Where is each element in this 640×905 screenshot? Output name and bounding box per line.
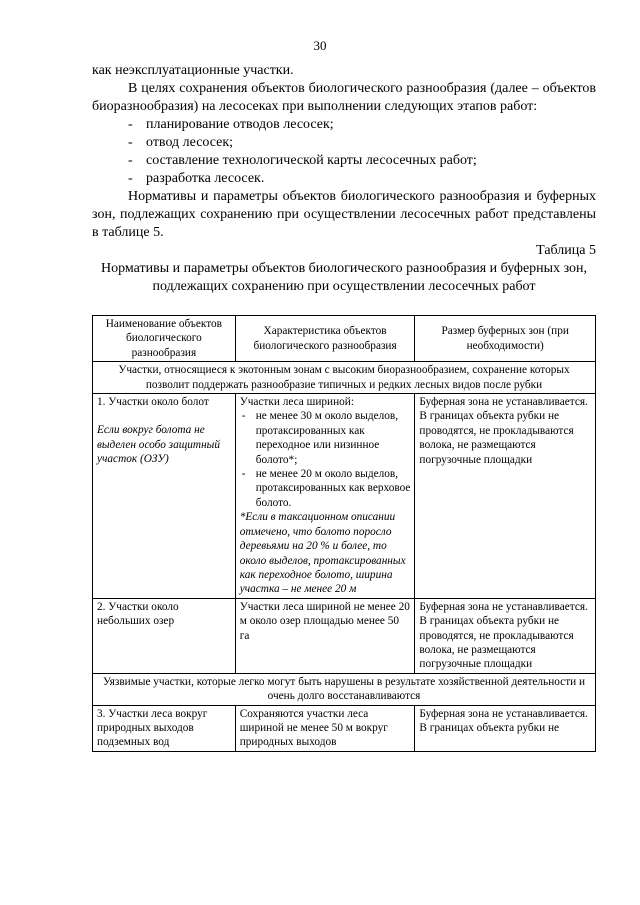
row1-char-note: *Если в таксационном описании отмечено, что болото поросло деревьями на 20 % и более, то около выделов, протаксированных как переходное болото, ширина участка – не менее 20 м	[239, 511, 406, 596]
paragraph-2: Нормативы и параметры объектов биологического разнообразия и буферных зон, подлежащих сохранению при осуществлении лесосечных работ представлены в таблице 5.	[92, 189, 596, 240]
header-characteristics: Характеристика объектов биологического разнообразия	[235, 316, 415, 362]
body-text	[92, 62, 596, 296]
header-buffer-size: Размер буферных зон (при необходимости)	[415, 316, 596, 362]
section-ecotone: Участки, относящиеся к экотонным зонам с высоким биоразнообразием, сохранение которых позволит поддержать разнообразие типичных и редких лесных видов после рубки	[93, 362, 596, 394]
list-item: - разработка лесосек.	[128, 170, 596, 188]
row1-name-cell	[93, 394, 236, 599]
list-item: - составление технологической карты лесосечных работ;	[128, 152, 596, 170]
page-number: 30	[313, 38, 327, 53]
row1-characteristics-cell	[235, 394, 415, 599]
list-item: - планирование отводов лесосек;	[128, 116, 596, 134]
stages-list	[92, 116, 596, 188]
table-caption: Нормативы и параметры объектов биологического разнообразия и буферных зон, подлежащих сохранению при осуществлении лесосечных работ	[100, 261, 588, 294]
table-row	[93, 598, 596, 673]
row3-name: 3. Участки леса вокруг природных выходов подземных вод	[93, 705, 236, 751]
list-item: - отвод лесосек;	[128, 134, 596, 152]
row1-name-note: Если вокруг болота не выделен особо защитный участок (ОЗУ)	[97, 424, 220, 466]
row1-char-list	[240, 409, 411, 510]
table-label: Таблица 5	[536, 243, 596, 258]
section-vulnerable: Уязвимые участки, которые легко могут быть нарушены в результате хозяйственной деятельности и очень долго восстанавливаются	[93, 673, 596, 705]
row1-name: 1. Участки около болот	[97, 396, 209, 409]
row3-characteristics: Сохраняются участки леса шириной не менее 50 м вокруг природных выходов	[235, 705, 415, 751]
table-row	[93, 394, 596, 599]
table-row	[93, 705, 596, 751]
row1-buffer: Буферная зона не устанавливается. В границах объекта рубки не проводятся, не прокладываются волока, не размещаются погрузочные площадки	[415, 394, 596, 599]
row2-name: 2. Участки около небольших озер	[93, 598, 236, 673]
paragraph-1: В целях сохранения объектов биологического разнообразия (далее – объектов биоразнообразия) на лесосеках при выполнении следующих этапов работ:	[92, 81, 596, 114]
header-objects: Наименование объектов биологического разнообразия	[93, 316, 236, 362]
table-header-row	[93, 316, 596, 362]
row2-characteristics: Участки леса шириной не менее 20 м около озер площадью менее 50 га	[235, 598, 415, 673]
list-item: - не менее 20 м около выделов, протаксированных как верховое болото.	[240, 467, 411, 510]
row3-buffer: Буферная зона не устанавливается. В границах объекта рубки не	[415, 705, 596, 751]
norms-table	[92, 315, 596, 752]
table-section-row	[93, 673, 596, 705]
table-section-row	[93, 362, 596, 394]
row2-buffer: Буферная зона не устанавливается. В границах объекта рубки не проводятся, не прокладываются волока, не размещаются погрузочные площадки	[415, 598, 596, 673]
list-item: - не менее 30 м около выделов, протаксированных как переходное или низинное болото*;	[240, 409, 411, 467]
row1-char-intro: Участки леса шириной:	[239, 396, 354, 409]
intro-line: как неэксплуатационные участки.	[92, 63, 294, 78]
